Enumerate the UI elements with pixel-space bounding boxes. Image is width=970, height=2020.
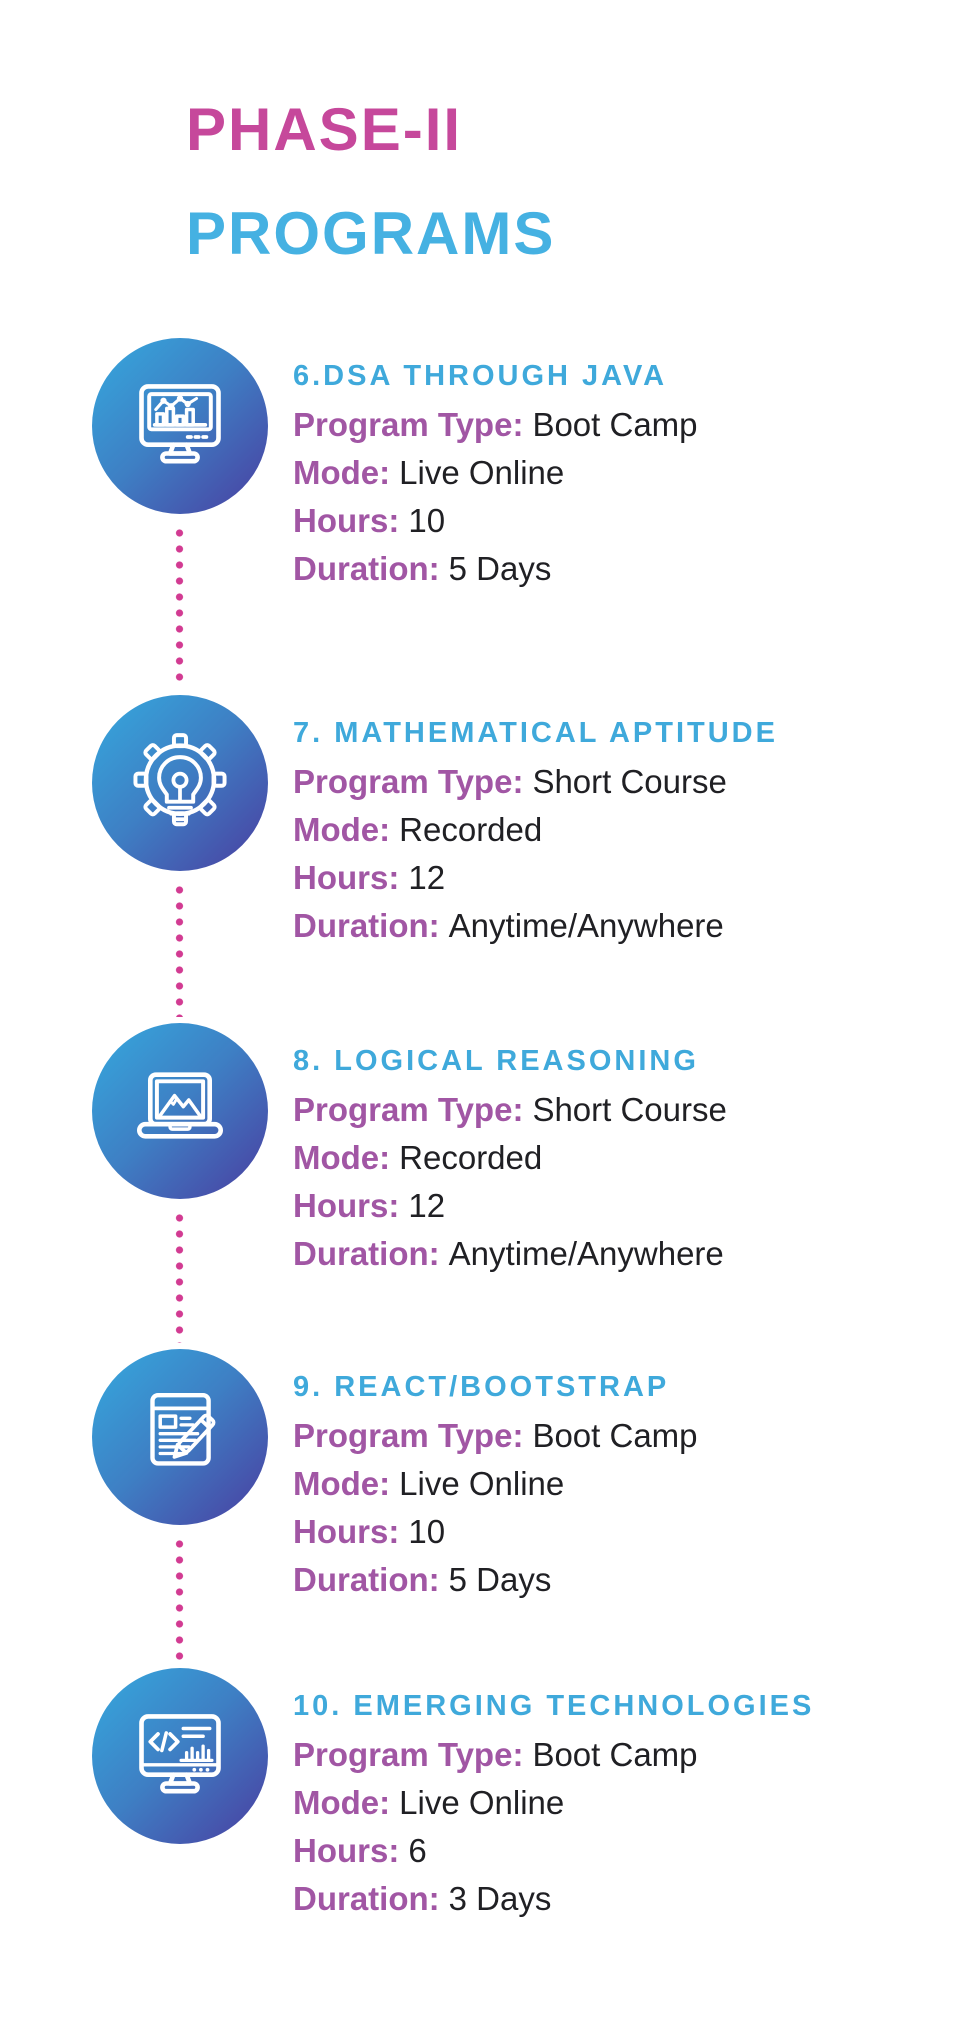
row-value: 6 <box>408 1832 427 1869</box>
row-label: Hours: <box>293 1513 400 1550</box>
program-row <box>293 806 953 854</box>
row-label: Mode: <box>293 811 391 848</box>
program-row <box>293 758 953 806</box>
row-label: Program Type: <box>293 1736 524 1773</box>
timeline-connector <box>175 880 184 1017</box>
program-row <box>293 449 953 497</box>
program-row <box>293 902 953 950</box>
row-value: Anytime/Anywhere <box>448 1235 724 1272</box>
program-details <box>293 1690 953 1923</box>
laptop-image-icon <box>125 1056 235 1166</box>
program-row <box>293 1412 953 1460</box>
row-value: Boot Camp <box>532 406 698 443</box>
row-label: Hours: <box>293 859 400 896</box>
code-monitor-icon <box>125 1701 235 1811</box>
row-value: Live Online <box>399 454 565 491</box>
page-title-phase: PHASE-II <box>186 96 463 163</box>
program-title: 9. REACT/BOOTSTRAP <box>293 1371 670 1403</box>
program-title: 10. EMERGING TECHNOLOGIES <box>293 1690 815 1722</box>
row-label: Mode: <box>293 1784 391 1821</box>
row-value: 10 <box>408 502 446 539</box>
timeline-connector <box>175 523 184 689</box>
page-title-programs: PROGRAMS <box>186 200 556 267</box>
program-row <box>293 1779 953 1827</box>
row-value: Live Online <box>399 1784 565 1821</box>
row-value: Boot Camp <box>532 1417 698 1454</box>
row-label: Duration: <box>293 1880 440 1917</box>
program-badge <box>92 1023 268 1199</box>
program-row <box>293 854 953 902</box>
row-label: Program Type: <box>293 406 524 443</box>
row-value: Short Course <box>532 1091 727 1128</box>
timeline-connector <box>175 1534 184 1662</box>
program-badge <box>92 1668 268 1844</box>
program-row <box>293 1827 953 1875</box>
row-label: Mode: <box>293 1465 391 1502</box>
row-label: Program Type: <box>293 763 524 800</box>
row-value: Recorded <box>399 811 543 848</box>
row-value: 12 <box>408 859 446 896</box>
row-value: Short Course <box>532 763 727 800</box>
row-value: 12 <box>408 1187 446 1224</box>
program-badge <box>92 338 268 514</box>
row-label: Duration: <box>293 550 440 587</box>
program-row <box>293 1556 953 1604</box>
row-label: Duration: <box>293 1235 440 1272</box>
analytics-monitor-icon <box>125 371 235 481</box>
program-title: 7. MATHEMATICAL APTITUDE <box>293 717 778 749</box>
row-value: Recorded <box>399 1139 543 1176</box>
row-label: Mode: <box>293 454 391 491</box>
program-row <box>293 1086 953 1134</box>
row-label: Duration: <box>293 907 440 944</box>
program-badge <box>92 1349 268 1525</box>
row-label: Program Type: <box>293 1091 524 1128</box>
gear-lightbulb-icon <box>125 728 235 838</box>
row-value: Live Online <box>399 1465 565 1502</box>
page-title <box>186 78 555 286</box>
program-row <box>293 1182 953 1230</box>
timeline-connector <box>175 1208 184 1343</box>
program-details <box>293 717 953 950</box>
row-value: 3 Days <box>448 1880 552 1917</box>
row-value: 5 Days <box>448 1561 552 1598</box>
program-row <box>293 1134 953 1182</box>
program-details <box>293 1045 953 1278</box>
document-pencil-icon <box>125 1382 235 1492</box>
program-row <box>293 1875 953 1923</box>
row-label: Duration: <box>293 1561 440 1598</box>
row-value: 5 Days <box>448 550 552 587</box>
program-row <box>293 1731 953 1779</box>
program-details <box>293 360 953 593</box>
program-row <box>293 401 953 449</box>
row-label: Program Type: <box>293 1417 524 1454</box>
row-label: Mode: <box>293 1139 391 1176</box>
row-label: Hours: <box>293 1832 400 1869</box>
program-row <box>293 1460 953 1508</box>
program-row <box>293 545 953 593</box>
program-row <box>293 497 953 545</box>
row-label: Hours: <box>293 502 400 539</box>
program-badge <box>92 695 268 871</box>
row-value: 10 <box>408 1513 446 1550</box>
program-title: 8. LOGICAL REASONING <box>293 1045 699 1077</box>
program-row <box>293 1230 953 1278</box>
program-row <box>293 1508 953 1556</box>
row-label: Hours: <box>293 1187 400 1224</box>
row-value: Boot Camp <box>532 1736 698 1773</box>
row-value: Anytime/Anywhere <box>448 907 724 944</box>
program-title: 6.DSA THROUGH JAVA <box>293 360 668 392</box>
program-details <box>293 1371 953 1604</box>
